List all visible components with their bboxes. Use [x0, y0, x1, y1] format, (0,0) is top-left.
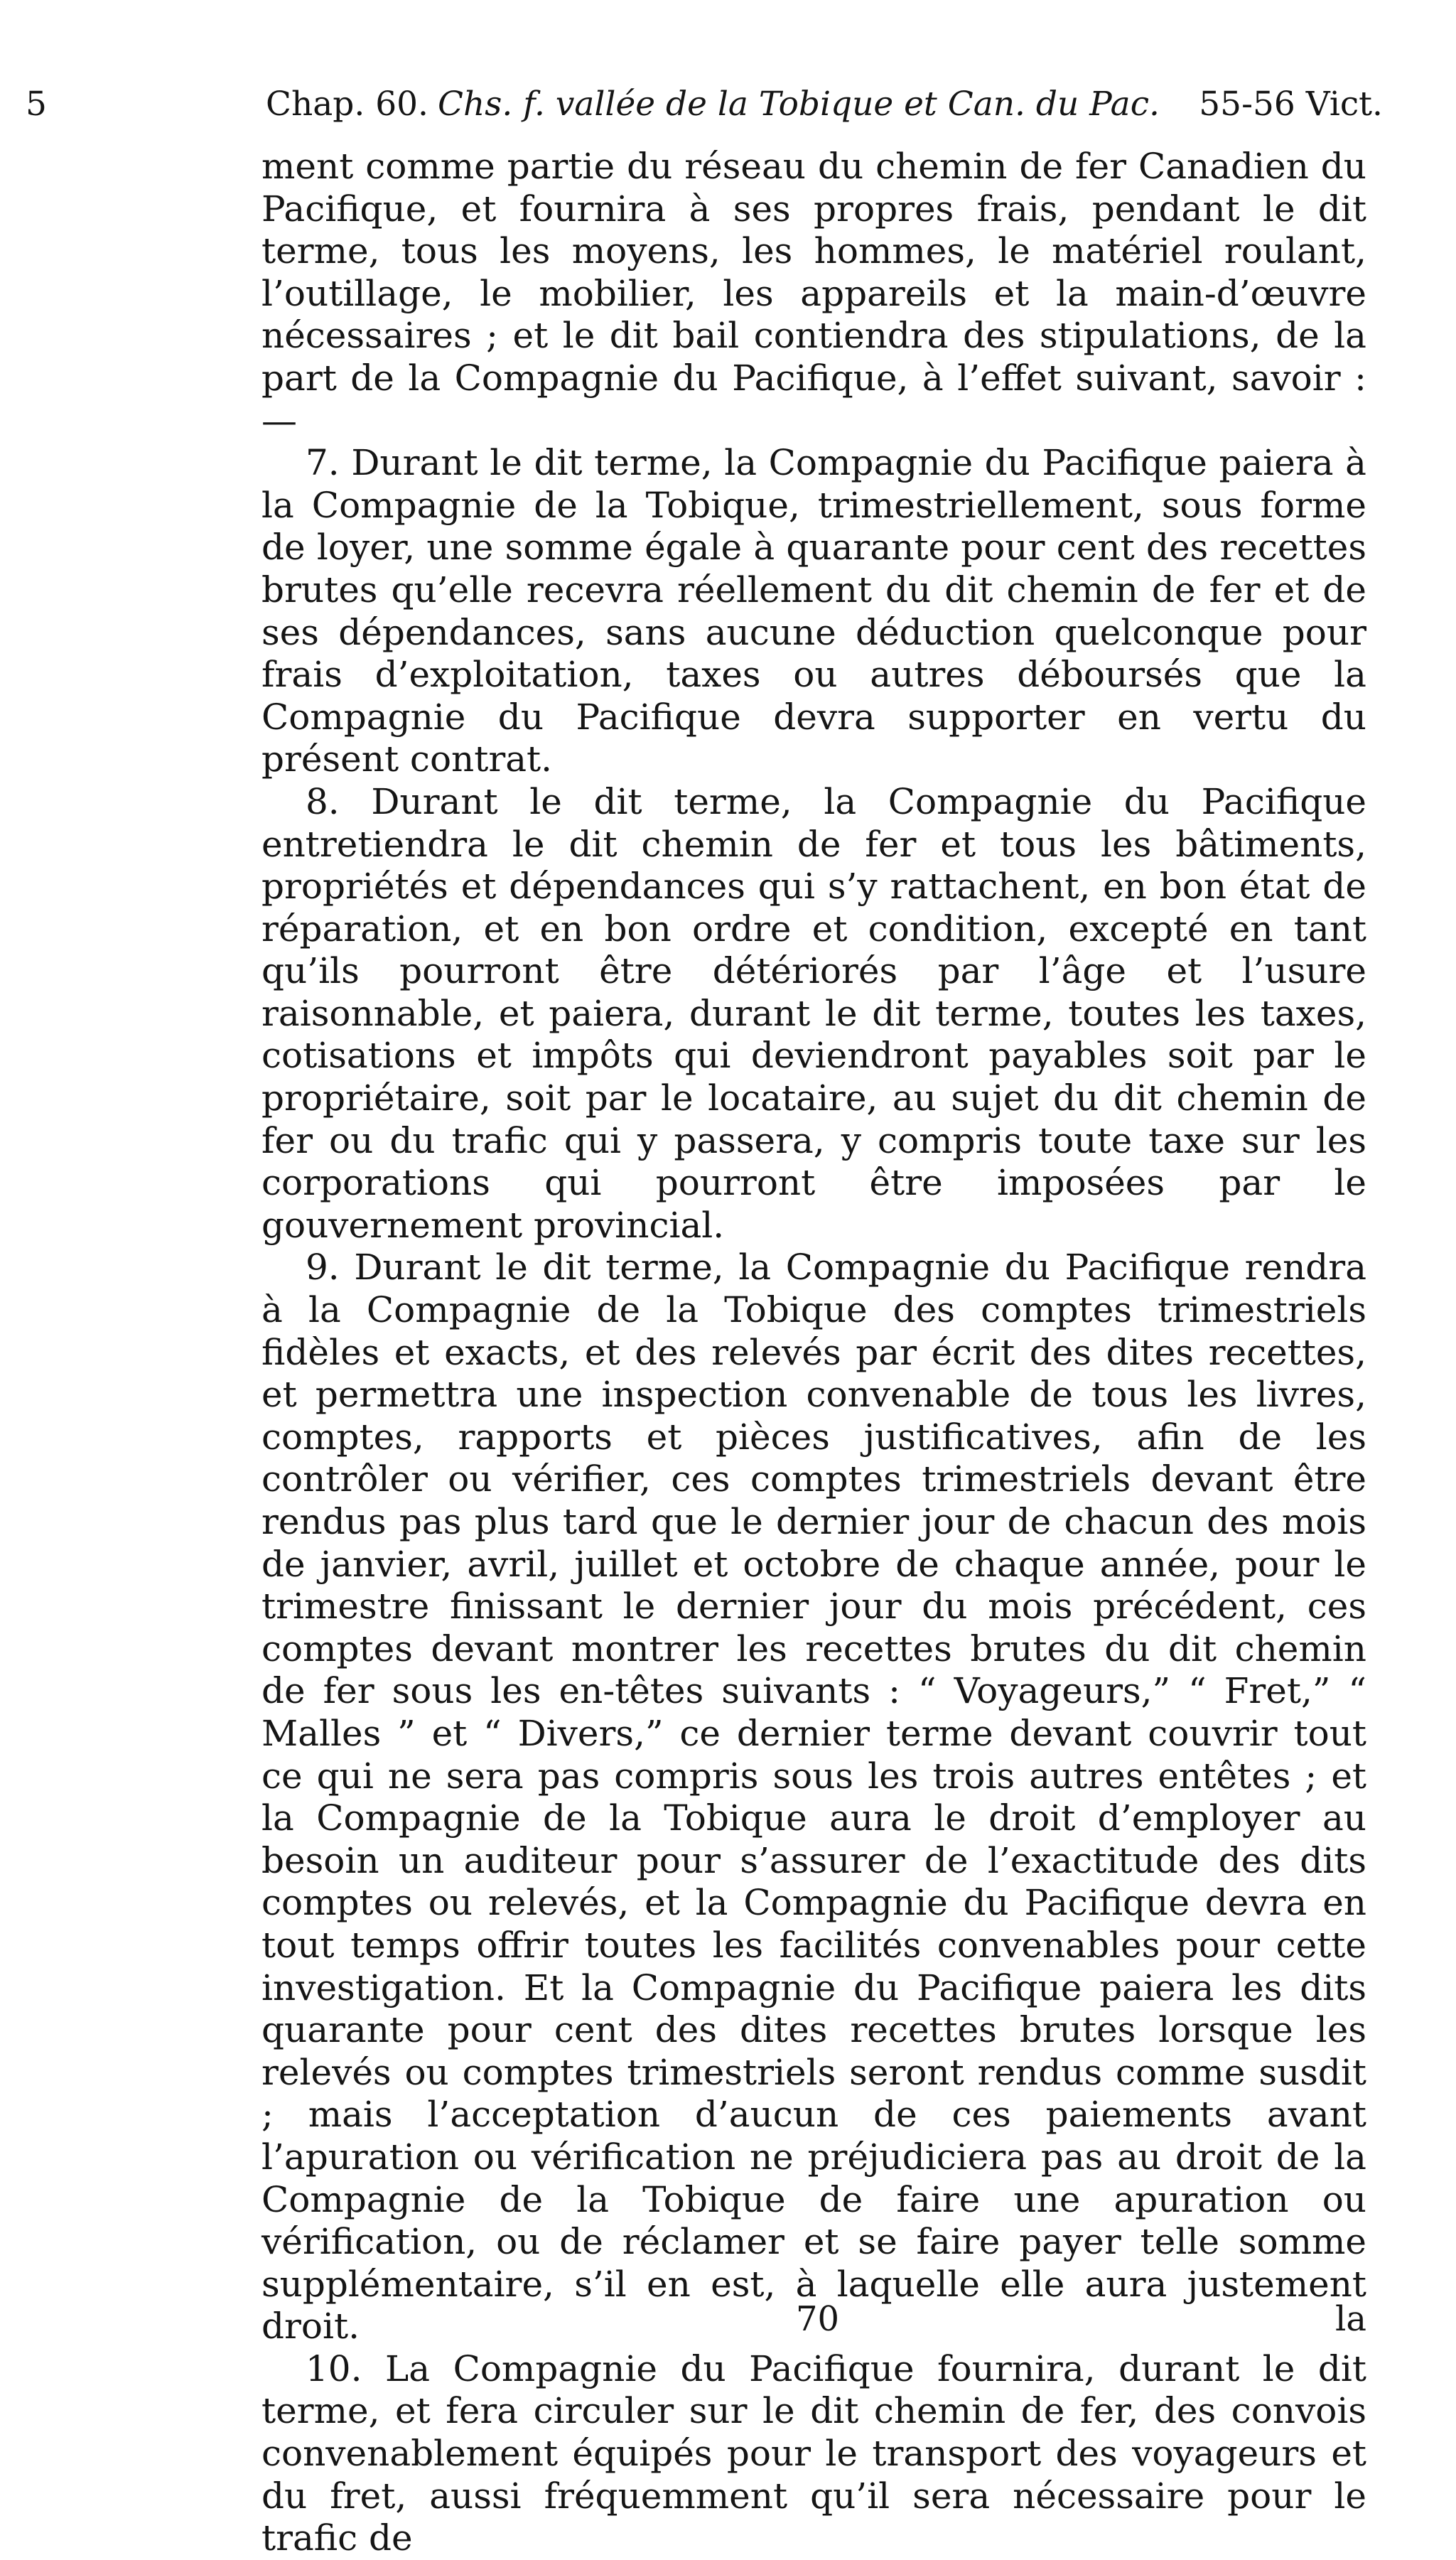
running-header: [26, 80, 1383, 129]
catchword: la: [1335, 2299, 1366, 2339]
paragraph-continuation: ment comme partie du réseau du chemin de fer Canadien du Pacifique, et fournira à ses propres frais, pendant le dit terme, tous les moyens, les hommes, le matériel roulant, l’outillage, le mobilier, les appareils et la main-d’œuvre nécessaires ; et le dit bail contiendra des stipulations, de la part de la Compagnie du Pacifique, à l’effet suivant, savoir :—: [261, 146, 1366, 441]
section-9: 9. Durant le dit terme, la Compagnie du Pacifique rendra à la Compagnie de la Tobique des comptes trimestriels fidèles et exacts, et des relevés par écrit des dites recettes, et permettra une inspection convenable de tous les livres, comptes, rapports et pièces justificatives, afin de les contrôler ou vérifier, ces comptes trimestriels devant être rendus pas plus tard que le dernier jour de chacun des mois de janvier, avril, juillet et octobre de chaque année, pour le trimestre finissant le dernier jour du mois précédent, ces comptes devant montrer les recettes brutes du dit chemin de fer sous les en-têtes suivants : “ Voyageurs,” “ Fret,” “ Malles ” et “ Divers,” ce dernier terme devant couvrir tout ce qui ne sera pas compris sous les trois autres entêtes ; et la Compagnie de la Tobique aura le droit d’employer au besoin un auditeur pour s’assurer de l’exactitude des dits comptes ou relevés, et la Compagnie du Pacifique devra en tout temps offrir toutes les facilités convenables pour cette investigation. Et la Compagnie du Pacifique paiera les dits quarante pour cent des dites recettes brutes lorsque les relevés ou comptes trimestriels seront rendus comme susdit ; mais l’acceptation d’aucun de ces paiements avant l’apuration ou vérification ne préjudiciera pas au droit de la Compagnie de la Tobique de faire une apuration ou vérification, ou de réclamer et se faire payer telle somme supplémentaire, s’il en est, à laquelle elle aura justement droit.: [261, 1247, 1366, 2347]
section-8: 8. Durant le dit terme, la Compagnie du Pacifique entretiendra le dit chemin de fer et tous les bâtiments, propriétés et dépendances qui s’y rattachent, en bon état de réparation, et en bon ordre et condition, excepté en tant qu’ils pourront être détériorés par l’âge et l’usure raisonnable, et paiera, durant le dit terme, toutes les taxes, cotisations et impôts qui deviendront payables soit par le propriétaire, soit par le locataire, au sujet du dit chemin de fer ou du trafic qui y passera, y compris toute taxe sur les corporations qui pourront être imposées par le gouvernement provincial.: [261, 780, 1366, 1246]
chapter-label: Chap. 60.: [266, 85, 428, 124]
act-short-title: Chs. f. vallée de la Tobique et Can. du Pac.: [438, 85, 1160, 124]
signature-mark: 70: [796, 2299, 840, 2339]
page-number: 5: [26, 85, 47, 124]
section-7: 7. Durant le dit terme, la Compagnie du Pacifique paiera à la Compagnie de la Tobique, trimestriellement, sous forme de loyer, une somme égale à quarante pour cent des recettes brutes qu’elle recevra réellement du dit chemin de fer et de ses dépendances, sans aucune déduction quelconque pour frais d’exploitation, taxes ou autres déboursés que la Compagnie du Pacifique devra supporter en vertu du présent contrat.: [261, 442, 1366, 780]
section-10: 10. La Compagnie du Pacifique fournira, durant le dit terme, et fera circuler sur le dit chemin de fer, des convois convenablement équipés pour le transport des voyageurs et du fret, aussi fréquemment qu’il sera nécessaire pour le trafic de: [261, 2347, 1366, 2559]
regnal-year: 55-56 Vict.: [1199, 85, 1383, 124]
body-text: [261, 146, 1366, 2560]
page-footer: [261, 2297, 1366, 2341]
